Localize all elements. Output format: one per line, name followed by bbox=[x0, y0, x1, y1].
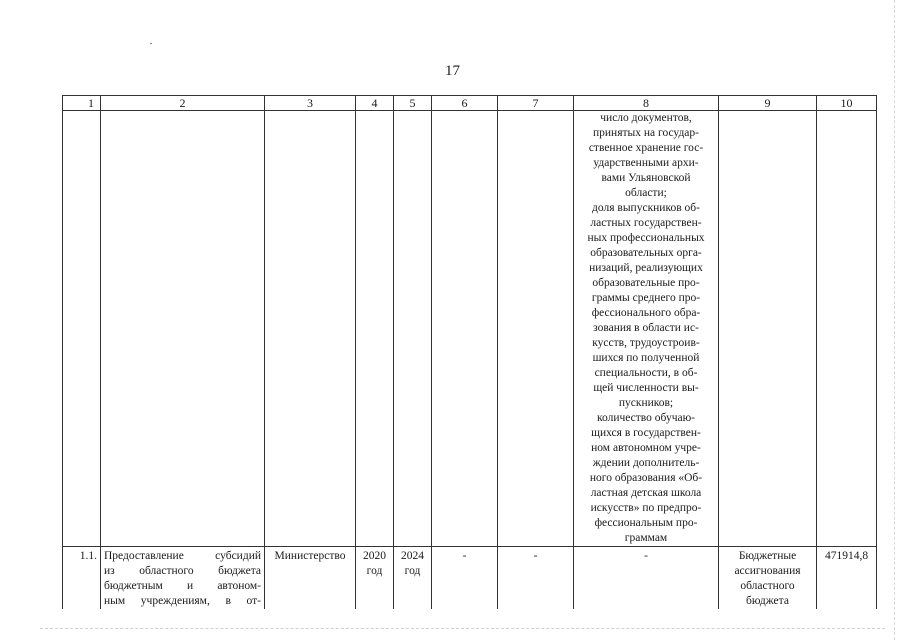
end-year-unit: год bbox=[404, 565, 421, 577]
cell-measure-name bbox=[101, 547, 265, 610]
indicator-line: низаций, реализующих bbox=[589, 262, 703, 274]
indicator-line: специальности, в об- bbox=[594, 367, 698, 379]
table-header-row bbox=[63, 96, 877, 111]
indicator-line: щихся в государствен- bbox=[591, 427, 701, 439]
header-col-7: 7 bbox=[498, 96, 574, 111]
cell-empty bbox=[63, 111, 101, 547]
indicator-line: ждении дополнитель- bbox=[592, 457, 700, 469]
cell-empty bbox=[265, 111, 356, 547]
header-col-1: 1 bbox=[63, 96, 101, 111]
cell-empty bbox=[356, 111, 394, 547]
cell-empty bbox=[394, 111, 432, 547]
indicator-line: ного образования «Об- bbox=[589, 472, 703, 484]
header-col-4: 4 bbox=[356, 96, 394, 111]
funding-source-line: Бюджетные bbox=[738, 550, 797, 562]
indicator-line: шихся по полученной bbox=[592, 352, 700, 364]
cell-executor bbox=[265, 547, 356, 610]
indicator-line: кусств, трудоустроив- bbox=[592, 337, 700, 349]
scan-edge-bottom bbox=[40, 628, 885, 629]
indicator-list bbox=[577, 111, 715, 546]
cell-row-number bbox=[63, 547, 101, 610]
measure-name-line: из областного бюджета bbox=[104, 565, 261, 577]
cell-empty bbox=[498, 111, 574, 547]
amount: 471914,8 bbox=[824, 550, 869, 562]
indicator-line: граммы среднего про- bbox=[591, 292, 701, 304]
measure-name-line: бюджетным и автоном- bbox=[104, 580, 261, 592]
header-col-9: 9 bbox=[719, 96, 817, 111]
cell-start-year bbox=[356, 547, 394, 610]
cell-empty bbox=[101, 111, 265, 547]
indicator-line: искусств» по предпро- bbox=[590, 502, 702, 514]
cell-empty bbox=[719, 111, 817, 547]
indicator-line: области; bbox=[625, 187, 667, 199]
cell-amount bbox=[817, 547, 877, 610]
indicator-line: число документов, bbox=[600, 112, 692, 124]
indicator-line: фессионального обра- bbox=[591, 307, 701, 319]
funding-source-line: бюджета bbox=[746, 595, 789, 607]
indicator-line: щей численности вы- bbox=[593, 382, 699, 394]
col8-dash: - bbox=[644, 550, 648, 562]
indicator-line: образовательные про- bbox=[592, 277, 700, 289]
table-row-1-1 bbox=[63, 547, 877, 610]
indicator-line: принятых на государ- bbox=[593, 127, 699, 139]
row-number: 1.1. bbox=[79, 550, 97, 562]
funding-source-line: ассигнования bbox=[734, 565, 801, 577]
funding-source-line: областного bbox=[740, 580, 795, 592]
cell-end-year bbox=[394, 547, 432, 610]
indicator-line: вами Ульяновской bbox=[601, 172, 691, 184]
indicator-line: ном автономном учре- bbox=[591, 442, 701, 454]
cell-col-8 bbox=[574, 547, 719, 610]
indicator-line: граммам bbox=[624, 532, 668, 544]
program-table bbox=[62, 95, 877, 609]
header-col-6: 6 bbox=[432, 96, 498, 111]
start-year-unit: год bbox=[366, 565, 383, 577]
cell-empty bbox=[432, 111, 498, 547]
col7-dash: - bbox=[533, 550, 538, 562]
indicator-line: образовательных орга- bbox=[590, 247, 702, 259]
indicator-line: ластная детская школа bbox=[590, 487, 702, 499]
start-year: 2020 bbox=[363, 550, 386, 562]
header-col-8: 8 bbox=[574, 96, 719, 111]
indicator-line: зования в области ис- bbox=[593, 322, 699, 334]
measure-name-line: ным учреждениям, в от- bbox=[104, 595, 261, 607]
header-col-5: 5 bbox=[394, 96, 432, 111]
page-number: 17 bbox=[445, 63, 460, 79]
col6-dash: - bbox=[462, 550, 467, 562]
measure-name-line: Предоставление субсидий bbox=[104, 550, 261, 562]
executor: Министерство bbox=[274, 550, 346, 562]
scan-speck bbox=[150, 43, 152, 44]
cell-col-6 bbox=[432, 547, 498, 610]
indicator-line: количество обучаю- bbox=[597, 412, 695, 424]
indicator-line: фессиональным про- bbox=[594, 517, 698, 529]
indicator-line: пускников; bbox=[618, 397, 674, 409]
table-row-continued bbox=[63, 111, 877, 547]
cell-col-7 bbox=[498, 547, 574, 610]
cell-funding-source bbox=[719, 547, 817, 610]
scan-edge-right bbox=[894, 0, 905, 640]
indicator-line: ластных государствен- bbox=[590, 217, 702, 229]
header-col-2: 2 bbox=[101, 96, 265, 111]
cell-indicators bbox=[574, 111, 719, 547]
header-col-3: 3 bbox=[265, 96, 356, 111]
indicator-line: ных профессиональных bbox=[587, 232, 705, 244]
indicator-line: ударственными архи- bbox=[593, 157, 699, 169]
indicator-line: доля выпускников об- bbox=[592, 202, 700, 214]
end-year: 2024 bbox=[401, 550, 424, 562]
indicator-line: ственное хранение гос- bbox=[588, 142, 704, 154]
header-col-10: 10 bbox=[817, 96, 877, 111]
cell-empty bbox=[817, 111, 877, 547]
